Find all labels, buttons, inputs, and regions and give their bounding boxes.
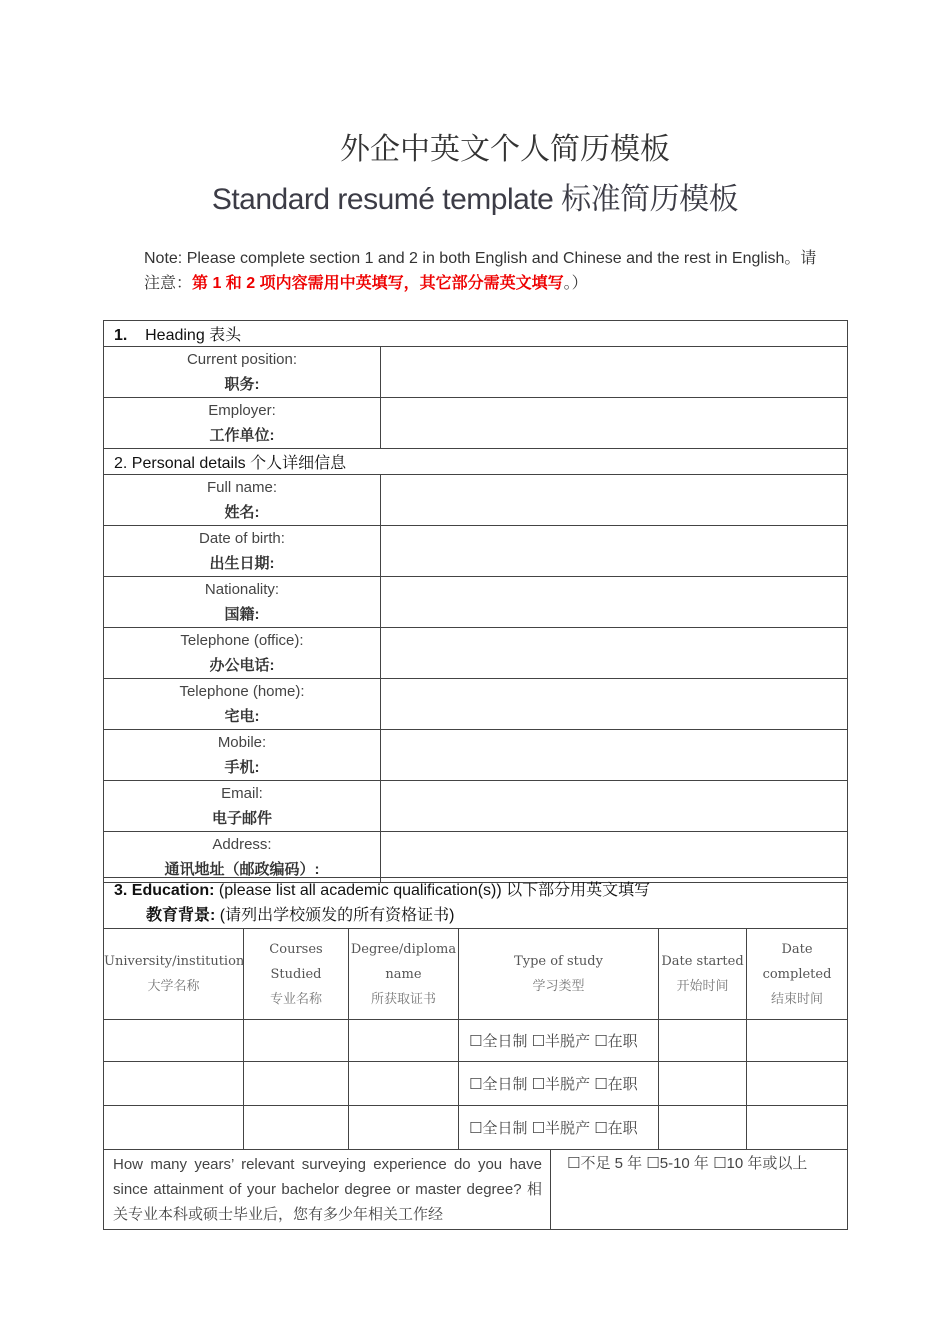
table-row	[104, 1062, 848, 1106]
university-cell[interactable]	[104, 1062, 244, 1106]
column-header: Date completed 结束时间	[747, 929, 848, 1020]
nationality-input[interactable]	[381, 577, 848, 628]
title-english: Standard resumé template 标准简历模板	[211, 183, 739, 216]
section-1-number: 1.	[114, 327, 128, 344]
study-type-checkboxes[interactable]: ☐全日制 ☐半脱产 ☐在职	[459, 1020, 659, 1062]
form-row	[104, 628, 848, 679]
column-header: Degree/diploma name 所获取证书	[349, 929, 459, 1020]
section-2-number: 2.	[114, 455, 128, 472]
form-row	[104, 347, 848, 398]
note-highlight: 第 1 和 2 项内容需用中英填写，其它部分需英文填写	[192, 275, 564, 292]
current-position-input[interactable]	[381, 347, 848, 398]
field-label: Nationality: 国籍:	[104, 577, 381, 628]
section-2-header	[104, 449, 848, 475]
column-header: Date started 开始时间	[659, 929, 747, 1020]
instruction-note	[144, 246, 824, 296]
field-label: Telephone (home): 宅电:	[104, 679, 381, 730]
title-chinese: 外企中英文个人简历模板	[340, 132, 670, 167]
full-name-input[interactable]	[381, 475, 848, 526]
field-label: Telephone (office): 办公电话:	[104, 628, 381, 679]
section-2-title: Personal details 个人详细信息	[131, 455, 347, 472]
date-completed-cell[interactable]	[747, 1062, 848, 1106]
field-label: Email: 电子邮件	[104, 781, 381, 832]
table-row	[104, 1106, 848, 1150]
section-1-title: Heading 表头	[145, 327, 242, 344]
employer-input[interactable]	[381, 398, 848, 449]
column-header: Courses Studied 专业名称	[244, 929, 349, 1020]
mobile-input[interactable]	[381, 730, 848, 781]
form-row	[104, 526, 848, 577]
field-label: Address: 通讯地址（邮政编码）:	[104, 832, 381, 883]
section-3-title-cn: 教育背景:	[146, 907, 216, 924]
date-completed-cell[interactable]	[747, 1106, 848, 1150]
note-suffix: 。）	[563, 275, 588, 292]
experience-table	[103, 1149, 848, 1230]
section-3-note-cn: (请列出学校颁发的所有资格证书)	[215, 907, 455, 924]
note-prefix: Note: Please complete section 1 and 2 in both English and Chinese and the rest in English。请注意：	[144, 250, 817, 292]
office-phone-input[interactable]	[381, 628, 848, 679]
field-label: Date of birth: 出生日期:	[104, 526, 381, 577]
form-row	[104, 475, 848, 526]
degree-cell[interactable]	[349, 1020, 459, 1062]
date-of-birth-input[interactable]	[381, 526, 848, 577]
field-label: Current position: 职务:	[104, 347, 381, 398]
university-cell[interactable]	[104, 1106, 244, 1150]
table-row	[104, 1020, 848, 1062]
form-row	[104, 679, 848, 730]
date-started-cell[interactable]	[659, 1020, 747, 1062]
email-input[interactable]	[381, 781, 848, 832]
personal-table	[103, 320, 848, 883]
column-header: Type of study 学习类型	[459, 929, 659, 1020]
form-row	[104, 577, 848, 628]
section-heading-row	[104, 449, 848, 475]
date-started-cell[interactable]	[659, 1062, 747, 1106]
field-label: Employer: 工作单位:	[104, 398, 381, 449]
education-column-headers	[104, 929, 848, 1020]
courses-cell[interactable]	[244, 1106, 349, 1150]
section-heading-row	[104, 321, 848, 347]
courses-cell[interactable]	[244, 1062, 349, 1106]
field-label: Mobile: 手机:	[104, 730, 381, 781]
date-completed-cell[interactable]	[747, 1020, 848, 1062]
date-started-cell[interactable]	[659, 1106, 747, 1150]
field-label: Full name: 姓名:	[104, 475, 381, 526]
home-phone-input[interactable]	[381, 679, 848, 730]
form-row	[104, 781, 848, 832]
experience-question: How many years’ relevant surveying experience do you have since attainment of your bachelor degree or master degree? 相关专业本科或硕士毕业后，您有多少年相关工作经	[104, 1150, 551, 1230]
experience-row	[104, 1150, 848, 1230]
form-row	[104, 398, 848, 449]
courses-cell[interactable]	[244, 1020, 349, 1062]
address-input[interactable]	[381, 832, 848, 883]
section-3-header-row	[104, 878, 848, 929]
section-3-header	[104, 878, 848, 929]
degree-cell[interactable]	[349, 1106, 459, 1150]
section-3-title: Education:	[131, 882, 215, 899]
section-3-number: 3.	[114, 882, 128, 899]
degree-cell[interactable]	[349, 1062, 459, 1106]
study-type-checkboxes[interactable]: ☐全日制 ☐半脱产 ☐在职	[459, 1106, 659, 1150]
section-1-header	[104, 321, 848, 347]
experience-options[interactable]: ☐不足 5 年 ☐5-10 年 ☐10 年或以上	[551, 1150, 848, 1230]
study-type-checkboxes[interactable]: ☐全日制 ☐半脱产 ☐在职	[459, 1062, 659, 1106]
section-3-note: (please list all academic qualification(s)) 以下部分用英文填写	[214, 882, 651, 899]
form-row	[104, 832, 848, 883]
education-table	[103, 877, 848, 1150]
form-row	[104, 730, 848, 781]
university-cell[interactable]	[104, 1020, 244, 1062]
column-header: University/institution 大学名称	[104, 929, 244, 1020]
